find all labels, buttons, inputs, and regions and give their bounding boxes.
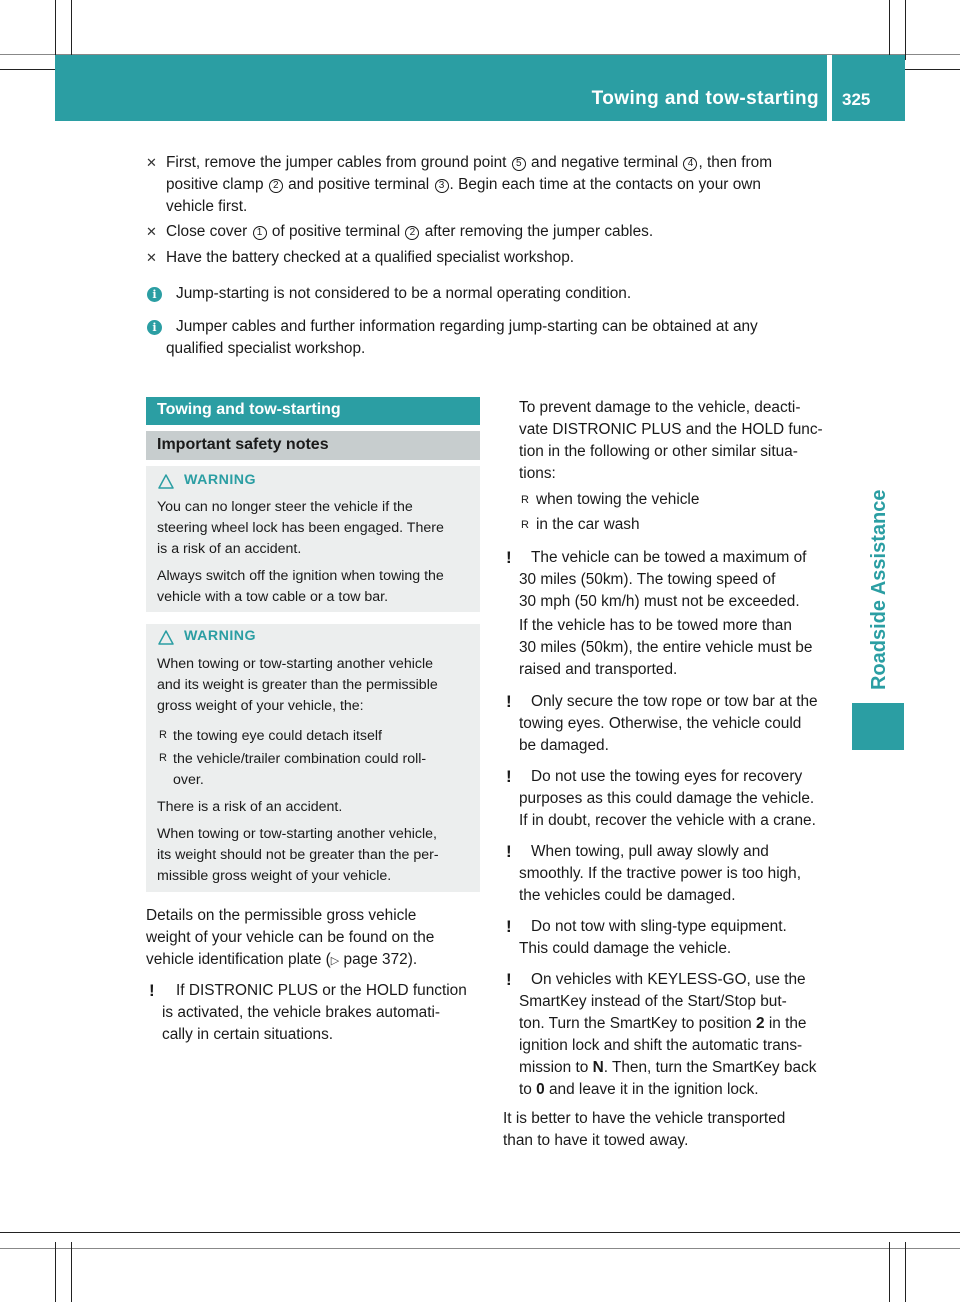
side-tab-block [852,703,904,750]
callout-number: 3 [435,179,449,193]
text-line [166,221,653,243]
note-text: If the vehicle has to be towed more than [519,617,792,634]
crop-mark [55,0,56,60]
warning-text: steering wheel lock has been engaged. There [157,520,444,536]
note-text: Do not use the towing eyes for recovery [531,768,803,785]
note-text: If in doubt, recover the vehicle with a crane. [519,812,816,829]
body-text: weight of your vehicle can be found on the [146,929,435,946]
crop-mark [905,1242,906,1302]
body-text: tions: [519,465,556,482]
page-number: 325 [842,90,871,109]
warning-text: missible gross weight of your vehicle. [157,868,392,884]
note-text: the vehicles could be damaged. [519,887,736,904]
text-span: . Begin each time at the contacts on your own [449,176,761,193]
note-text: 30 miles (50km). The towing speed of [519,571,776,588]
crop-mark [889,0,890,60]
note-text: When towing, pull away slowly and [531,843,769,860]
bullet-icon: R [159,752,167,764]
warning-bullet-text: over. [173,772,204,788]
callout-number: 1 [253,226,267,240]
exclamation-icon: ! [506,767,512,786]
gear-position-value: N [592,1059,604,1076]
warning-text: When towing or tow-starting another vehicle [157,656,434,672]
bullet-icon: R [159,729,167,741]
note-text: If DISTRONIC PLUS or the HOLD function [176,982,467,999]
note-text: 30 miles (50km), the entire vehicle must be [519,639,813,656]
crop-mark [55,1242,56,1302]
body-text: It is better to have the vehicle transported [503,1110,786,1127]
section-header [146,397,480,425]
callout-number: 2 [269,179,283,193]
x-arrow-icon: ✕ [146,224,157,239]
body-text: tion in the following or other similar situa- [519,443,798,460]
x-arrow-icon: ✕ [146,155,157,170]
note-text: towing eyes. Otherwise, the vehicle could [519,715,802,732]
warning-text: is a risk of an accident. [157,541,302,557]
warning-bullet-text: the vehicle/trailer combination could roll- [173,751,427,767]
section-title: Towing and tow-starting [157,401,341,418]
warning-text: When towing or tow-starting another vehicle, [157,826,437,842]
bullet-icon: R [521,494,529,506]
note-text: Only secure the tow rope or tow bar at the [531,693,818,710]
crop-mark [905,0,906,60]
page-reference-link[interactable]: page 372). [343,951,418,968]
text-span: positive clamp [166,176,264,193]
text-span: to [519,1081,532,1098]
note-text: is activated, the vehicle brakes automati- [162,1004,441,1021]
crop-mark [71,1242,72,1302]
note-text [519,1013,806,1035]
x-arrow-icon: ✕ [146,250,157,265]
warning-text: You can no longer steer the vehicle if the [157,499,413,515]
text-span: of positive terminal [271,223,401,240]
note-text: On vehicles with KEYLESS-GO, use the [531,971,806,988]
text-span: mission to [519,1059,589,1076]
text-span: Close cover [166,223,248,240]
text-line: vehicle first. [166,198,248,215]
warning-bullet-text: the towing eye could detach itself [173,728,383,744]
note-text: be damaged. [519,737,609,754]
body-text [146,949,417,972]
note-text [519,1057,816,1079]
callout-number: 2 [405,226,419,240]
info-text: Jumper cables and further information regarding jump-starting can be obtained at any [176,318,758,335]
exclamation-icon: ! [506,970,512,989]
warning-text: There is a risk of an accident. [157,799,343,815]
info-text: Jump-starting is not considered to be a normal operating condition. [176,285,632,302]
note-text: raised and transported. [519,661,678,678]
note-text [519,1079,759,1101]
exclamation-icon: ! [149,981,155,1000]
body-text: Details on the permissible gross vehicle [146,907,417,924]
warning-label: WARNING [184,472,257,488]
text-span: ton. Turn the SmartKey to position [519,1015,752,1032]
warning-text: vehicle with a tow cable or a tow bar. [157,589,389,605]
text-span: . Then, turn the SmartKey back [603,1059,817,1076]
warning-triangle-icon [158,474,174,489]
note-text: Do not tow with sling-type equipment. [531,918,787,935]
note-text: ignition lock and shift the automatic trans- [519,1037,803,1054]
body-text: than to have it towed away. [503,1132,689,1149]
note-text: smoothly. If the tractive power is too high, [519,865,802,882]
text-span: and positive terminal [288,176,430,193]
triangle-right-icon[interactable]: ▷ [330,955,340,967]
note-text: SmartKey instead of the Start/Stop but- [519,993,787,1010]
note-text: This could damage the vehicle. [519,940,732,957]
crop-mark [0,1232,960,1233]
note-text: The vehicle can be towed a maximum of [531,549,807,566]
subsection-header [146,431,480,460]
exclamation-icon: ! [506,842,512,861]
info-icon: i [147,287,162,302]
text-line [166,174,761,196]
warning-text: its weight should not be greater than the per- [157,847,439,863]
note-text: cally in certain situations. [162,1026,334,1043]
position-value: 0 [536,1081,545,1098]
body-text: vate DISTRONIC PLUS and the HOLD func- [519,421,823,438]
exclamation-icon: ! [506,917,512,936]
text-span: and negative terminal [531,154,679,171]
warning-text: and its weight is greater than the permissible [157,677,438,693]
warning-box [146,624,480,892]
text-span: in the [768,1015,807,1032]
text-span: vehicle identification plate ( [146,951,331,968]
info-icon: i [147,320,162,335]
warning-text: Always switch off the ignition when towing the [157,568,444,584]
bullet-text: in the car wash [536,516,640,533]
bullet-icon: R [521,519,529,531]
text-line: Have the battery checked at a qualified specialist workshop. [166,249,575,266]
note-text: purposes as this could damage the vehicle. [519,790,815,807]
note-text: 30 mph (50 km/h) must not be exceeded. [519,593,800,610]
bullet-text: when towing the vehicle [536,491,700,508]
body-text: To prevent damage to the vehicle, deacti- [519,399,801,416]
text-span: , then from [698,154,773,171]
text-span: after removing the jumper cables. [424,223,654,240]
exclamation-icon: ! [506,548,512,567]
exclamation-icon: ! [506,692,512,711]
warning-box [146,466,480,612]
callout-number: 4 [683,157,697,171]
crop-mark [889,1242,890,1302]
info-text: qualified specialist workshop. [166,340,366,357]
text-span: and leave it in the ignition lock. [548,1081,759,1098]
position-value: 2 [755,1015,765,1032]
warning-triangle-icon [158,630,174,645]
text-line [166,152,772,174]
crop-mark [71,0,72,60]
text-span: First, remove the jumper cables from ground point [166,154,507,171]
warning-label: WARNING [184,628,257,644]
crop-mark [0,1248,960,1249]
warning-text: gross weight of your vehicle, the: [157,698,364,714]
subsection-title: Important safety notes [157,436,329,453]
page-header-title: Towing and tow-starting [591,88,819,109]
side-tab-label: Roadside Assistance [868,489,890,690]
callout-number: 5 [512,157,526,171]
header-separator [827,55,832,121]
